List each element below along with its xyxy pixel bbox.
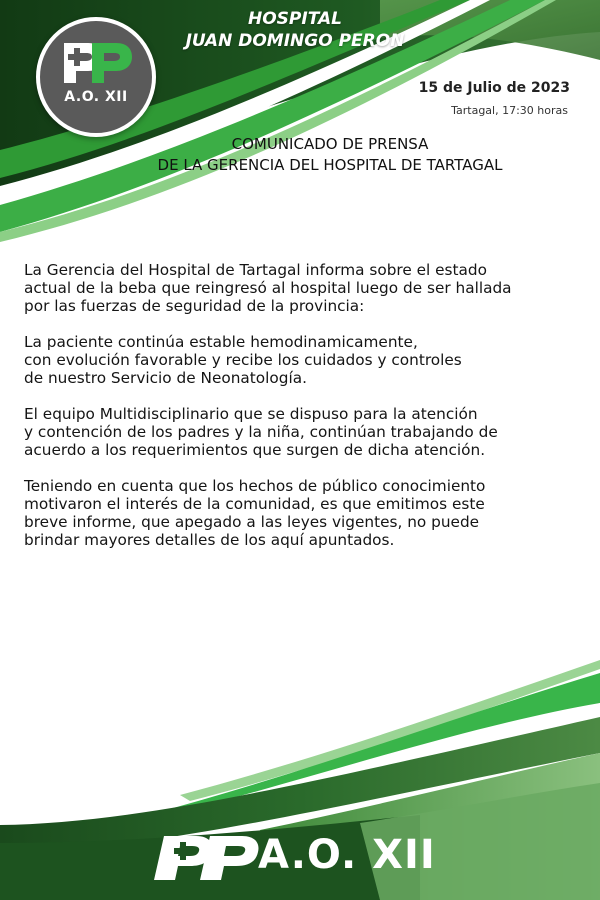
paragraph-line: El equipo Multidisciplinario que se dispuso para la atención	[24, 405, 478, 423]
paragraph-2	[24, 333, 594, 387]
paragraph-line: brindar mayores detalles de los aquí apuntados.	[24, 531, 395, 549]
pp-logo-icon	[58, 39, 134, 87]
release-title	[80, 134, 580, 176]
paragraph-line: y contención de los padres y la niña, continúan trabajando de	[24, 423, 498, 441]
release-title-line2: DE LA GERENCIA DEL HOSPITAL DE TARTAGAL	[157, 156, 503, 174]
paragraph-3	[24, 405, 594, 459]
paragraph-4	[24, 477, 594, 549]
paragraph-line: La Gerencia del Hospital de Tartagal informa sobre el estado	[24, 261, 487, 279]
paragraph-line: acuerdo a los requerimientos que surgen de dicha atención.	[24, 441, 486, 459]
logo-badge	[36, 17, 156, 137]
paragraph-line: La paciente continúa estable hemodinamicamente,	[24, 333, 418, 351]
paragraph-line: por las fuerzas de seguridad de la provincia:	[24, 297, 365, 315]
paragraph-line: motivaron el interés de la comunidad, es que emitimos este	[24, 495, 485, 513]
paragraph-line: de nuestro Servicio de Neonatología.	[24, 369, 307, 387]
paragraph-line: Teniendo en cuenta que los hechos de público conocimiento	[24, 477, 486, 495]
paragraph-1	[24, 261, 594, 315]
logo-sub-text: A.O. XII	[64, 89, 128, 105]
release-title-line1: COMUNICADO DE PRENSA	[231, 135, 429, 153]
hospital-name-line2: JUAN DOMINGO PERON	[185, 31, 405, 51]
hospital-name	[160, 8, 430, 52]
paragraph-line: breve informe, que apegado a las leyes vigentes, no puede	[24, 513, 480, 531]
footer-logo-text: A.O. XII	[258, 832, 436, 878]
release-body	[24, 261, 594, 567]
paragraph-line: actual de la beba que reingresó al hospital luego de ser hallada	[24, 279, 512, 297]
paragraph-line: con evolución favorable y recibe los cuidados y controles	[24, 351, 462, 369]
release-date: 15 de Julio de 2023	[418, 80, 570, 96]
hospital-name-line1: HOSPITAL	[248, 9, 342, 29]
release-place-time: Tartagal, 17:30 horas	[451, 104, 568, 117]
